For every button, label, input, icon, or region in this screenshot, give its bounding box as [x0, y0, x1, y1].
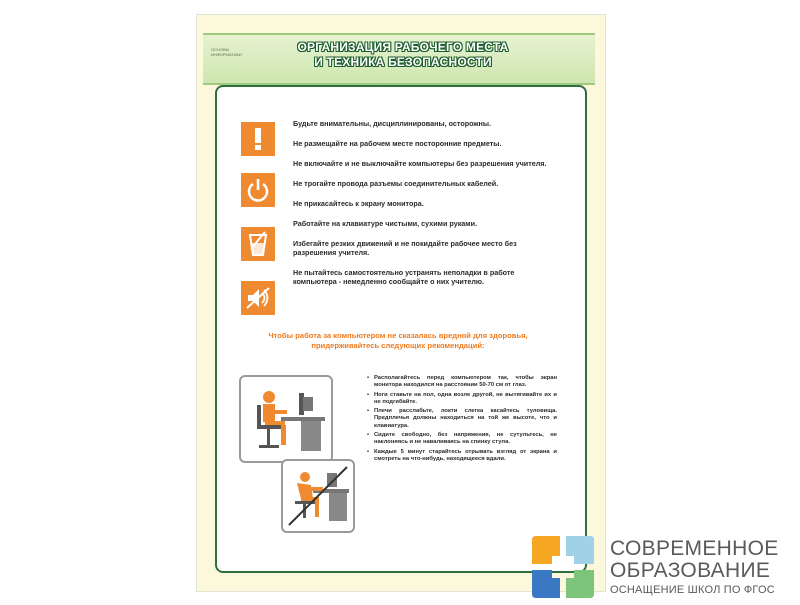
poster-title-line1: ОРГАНИЗАЦИЯ РАБОЧЕГО МЕСТА: [297, 40, 509, 54]
rule-item: Избегайте резких движений и не покидайте рабочее место без разрешения учителя.: [293, 239, 517, 257]
recommendation-item: • Каждые 5 минут старайтесь отрывать взгляд от экрана и смотреть на что-нибудь, находящееся вдали.: [367, 449, 557, 464]
rule-item: Будьте внимательны, дисциплинированы, осторожны.: [293, 119, 491, 128]
header-subject-label: ОСНОВЫ ИНФОРМАТИКИ: [211, 47, 242, 57]
recommendation-item: • Плечи расслабьте, локти слегка касайтесь туловища. Предплечья должны находиться на той же высоте, что и клавиатура.: [367, 408, 557, 430]
poster-header: [203, 33, 595, 85]
poster-title-line2: И ТЕХНИКА БЕЗОПАСНОСТИ: [314, 55, 492, 69]
rule-item: Работайте на клавиатуре чистыми, сухими руками.: [293, 219, 478, 228]
rule-item: Не включайте и не выключайте компьютеры без разрешения учителя.: [293, 159, 547, 168]
poster-title: [263, 40, 543, 70]
power-icon: [241, 173, 275, 207]
safety-poster: [196, 14, 606, 592]
recommendation-item: • Ноги ставьте на пол, одна возле другой, не вытягивайте их и не подгибайте.: [367, 392, 557, 407]
recommendation-item: • Располагайтесь перед компьютером так, чтобы экран монитора находился на расстоянии 50-70 см от глаз.: [367, 375, 557, 390]
recommendation-item: • Сидите свободно, без напряжения, не сутультесь, не наклоняясь и не наваливаясь на спинку стула.: [367, 432, 557, 447]
rule-item: Не размещайте на рабочем месте посторонние предметы.: [293, 139, 502, 148]
rule-item: Не прикасайтесь к экрану монитора.: [293, 199, 424, 208]
exclamation-icon: [241, 122, 275, 156]
advice-heading: Чтобы работа за компьютером не сказалась вредной для здоровья, придерживайтесь следующих рекомендаций:: [268, 331, 528, 350]
recommendations-list: [367, 375, 557, 465]
safety-rules: [293, 119, 555, 297]
rule-item: Не пытайтесь самостоятельно устранять неполадки в работе компьютера - немедленно сообщайте о них учителю.: [293, 268, 515, 286]
logo-subtitle: ОСНАЩЕНИЕ ШКОЛ ПО ФГОС: [610, 584, 775, 596]
logo-mark-icon: [530, 534, 596, 600]
content-panel: [215, 85, 587, 573]
correct-posture-illustration: [239, 375, 333, 463]
logo-line2: ОБРАЗОВАНИЕ: [610, 559, 771, 582]
wrong-posture-illustration: [281, 459, 355, 533]
logo-line1: СОВРЕМЕННОЕ: [610, 537, 779, 560]
brand-logo: [530, 534, 796, 600]
glass-icon: [241, 227, 275, 261]
no-sound-icon: [241, 281, 275, 315]
rule-item: Не трогайте провода разъемы соединительных кабелей.: [293, 179, 499, 188]
